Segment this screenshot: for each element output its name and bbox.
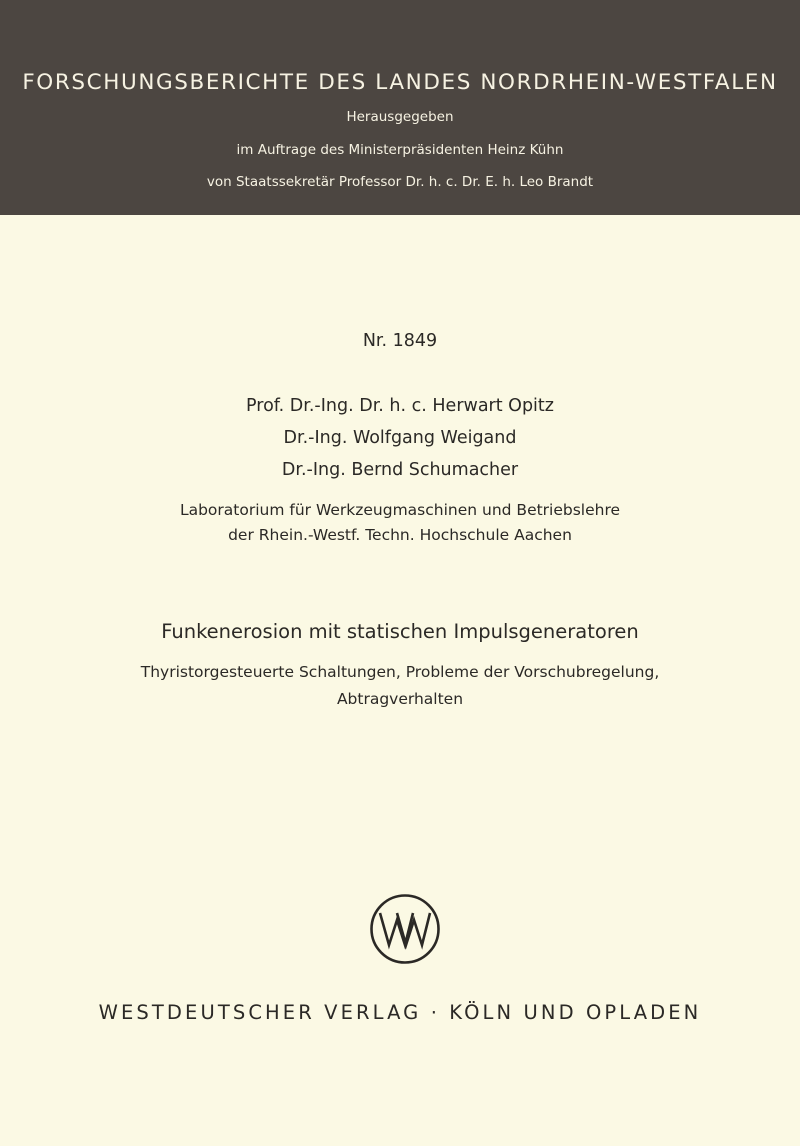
author-3: Dr.-Ing. Bernd Schumacher [281, 460, 519, 480]
institution-line-2: der Rhein.-Westf. Techn. Hochschule Aachen [228, 526, 572, 544]
series-title: FORSCHUNGSBERICHTE DES LANDES NORDRHEIN-WESTFALEN [22, 70, 778, 95]
header-editor-line-3: von Staatssekretär Professor Dr. h. c. Dr. E. h. Leo Brandt [206, 174, 594, 190]
author-2: Dr.-Ing. Wolfgang Weigand [283, 428, 517, 448]
author-1: Prof. Dr.-Ing. Dr. h. c. Herwart Opitz [246, 396, 554, 416]
series-header-band [0, 0, 800, 215]
westdeutscher-verlag-ww-logo-icon [369, 893, 441, 965]
book-title: Funkenerosion mit statischen Impulsgeneratoren [161, 620, 639, 643]
subtitle-line-1: Thyristorgesteuerte Schaltungen, Probleme der Vorschubregelung, [140, 663, 660, 681]
institution-line-1: Laboratorium für Werkzeugmaschinen und Betriebslehre [179, 501, 621, 519]
header-editor-line-2: im Auftrage des Ministerpräsidenten Heinz Kühn [236, 142, 564, 158]
report-number: Nr. 1849 [362, 331, 438, 351]
publisher-line: WESTDEUTSCHER VERLAG · KÖLN UND OPLADEN [98, 1001, 702, 1024]
header-editor-line-1: Herausgegeben [346, 109, 454, 125]
subtitle-line-2: Abtragverhalten [336, 690, 464, 708]
